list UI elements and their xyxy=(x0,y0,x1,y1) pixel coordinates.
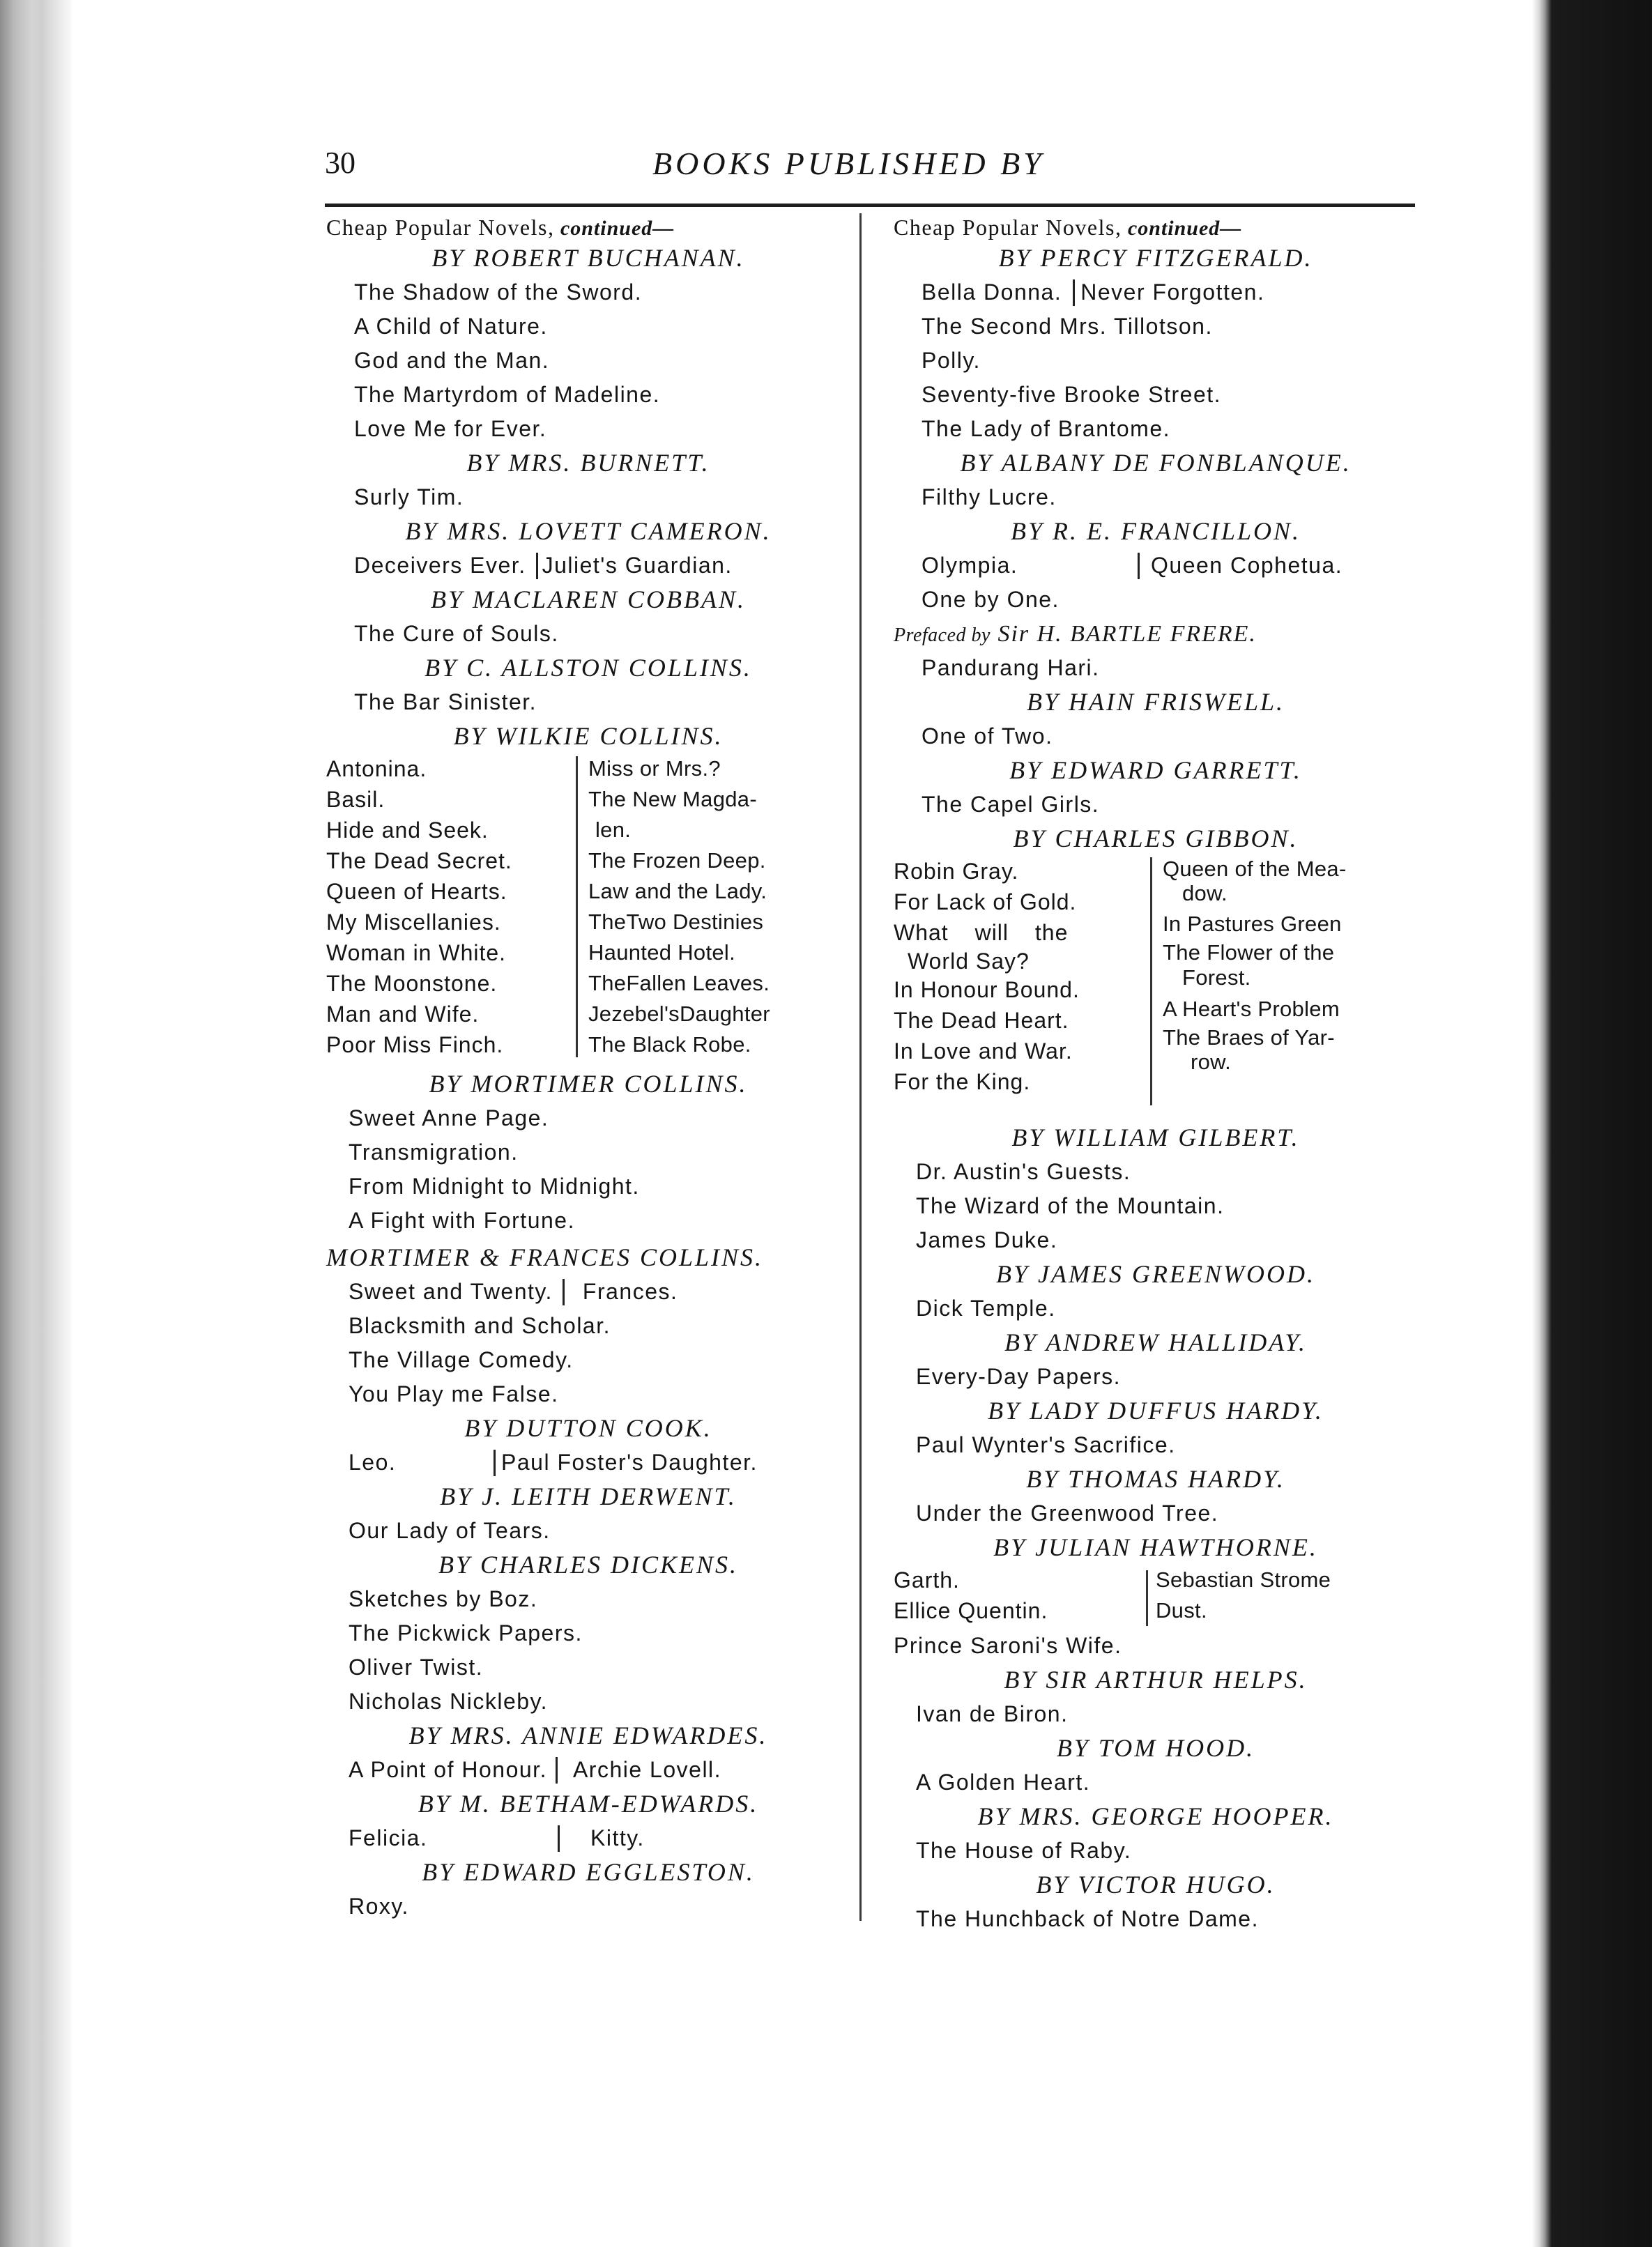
book-title: Law and the Lady. xyxy=(588,879,767,903)
author-heading: BY MRS. BURNETT. xyxy=(466,449,710,477)
two-column-title-list xyxy=(326,753,850,1067)
book-title: The Shadow of the Sword. xyxy=(354,279,643,305)
author-heading: BY LADY DUFFUS HARDY. xyxy=(988,1397,1324,1425)
book-title: TheTwo Destinies xyxy=(588,910,764,934)
title-list-divider xyxy=(1146,1570,1148,1626)
title-separator xyxy=(563,1279,565,1305)
book-spine-right-edge xyxy=(1532,0,1652,2247)
book-title: The Village Comedy. xyxy=(349,1347,574,1372)
book-title: Frances. xyxy=(582,1279,678,1304)
book-title: Filthy Lucre. xyxy=(921,484,1057,509)
title-separator xyxy=(1138,553,1140,579)
book-title: Haunted Hotel. xyxy=(588,940,735,965)
author-heading: BY CHARLES GIBBON. xyxy=(1013,825,1299,852)
book-title-pair xyxy=(326,1275,850,1309)
section-title: Cheap Popular Novels, xyxy=(894,215,1122,240)
book-title: Nicholas Nickleby. xyxy=(349,1689,549,1714)
author-heading xyxy=(894,617,1418,651)
book-title-pair xyxy=(326,1821,850,1855)
book-title: What will the xyxy=(894,920,1069,945)
book-title: One by One. xyxy=(921,587,1060,612)
book-title: Hide and Seek. xyxy=(326,818,489,843)
page-number: 30 xyxy=(325,146,355,180)
author-heading: BY J. LEITH DERWENT. xyxy=(440,1482,737,1510)
book-title: len. xyxy=(595,818,632,842)
book-title: The Frozen Deep. xyxy=(588,848,766,873)
book-title: A Heart's Problem xyxy=(1163,997,1340,1021)
book-title: Never Forgotten. xyxy=(1080,279,1265,305)
section-continued: continued— xyxy=(560,217,675,240)
author-heading: BY HAIN FRISWELL. xyxy=(1027,688,1285,716)
title-separator xyxy=(558,1825,560,1852)
book-title: The Dead Secret. xyxy=(326,848,512,873)
book-title: Polly. xyxy=(921,348,981,373)
author-heading: BY MACLAREN COBBAN. xyxy=(431,585,746,613)
book-title: Queen Cophetua. xyxy=(1151,553,1343,578)
book-title: A Child of Nature. xyxy=(354,314,548,339)
author-heading: BY SIR ARTHUR HELPS. xyxy=(1004,1666,1308,1694)
author-heading: BY VICTOR HUGO. xyxy=(1036,1871,1276,1899)
author-heading: MORTIMER & FRANCES COLLINS. xyxy=(326,1243,763,1271)
preface-label: Prefaced by xyxy=(894,624,991,646)
book-title: Kitty. xyxy=(590,1825,645,1850)
book-title: One of Two. xyxy=(921,723,1053,749)
book-title: Queen of the Mea- xyxy=(1163,857,1347,881)
book-title: dow. xyxy=(1182,881,1227,905)
title-list-divider xyxy=(1150,857,1152,1105)
book-title: Seventy-five Brooke Street. xyxy=(921,382,1222,407)
book-title: The House of Raby. xyxy=(916,1838,1132,1863)
book-title: In Love and War. xyxy=(894,1038,1073,1064)
book-title: Blacksmith and Scholar. xyxy=(349,1313,611,1338)
book-title: The Bar Sinister. xyxy=(354,689,537,714)
author-heading: BY JULIAN HAWTHORNE. xyxy=(993,1533,1318,1561)
book-title: The Flower of the xyxy=(1163,940,1335,965)
book-title: Dick Temple. xyxy=(916,1296,1056,1321)
book-title: Oliver Twist. xyxy=(349,1655,484,1680)
book-title: The Braes of Yar- xyxy=(1163,1025,1335,1050)
title-list-divider xyxy=(576,756,578,1057)
author-heading: BY JAMES GREENWOOD. xyxy=(996,1260,1315,1288)
book-title: The Wizard of the Mountain. xyxy=(916,1193,1225,1218)
book-title-pair xyxy=(326,1753,850,1787)
book-title: Sketches by Boz. xyxy=(349,1586,538,1611)
section-heading xyxy=(894,209,1418,241)
book-title: The Second Mrs. Tillotson. xyxy=(921,314,1213,339)
book-title: TheFallen Leaves. xyxy=(588,971,770,995)
book-title: A Point of Honour. xyxy=(349,1757,547,1782)
book-title-pair xyxy=(894,549,1418,583)
book-title: For the King. xyxy=(894,1069,1031,1094)
book-title: Transmigration. xyxy=(349,1140,519,1165)
book-title: Juliet's Guardian. xyxy=(542,553,733,578)
book-title-pair xyxy=(894,275,1418,309)
book-title: In Honour Bound. xyxy=(894,977,1080,1002)
book-title: Antonina. xyxy=(326,756,427,781)
book-title: For Lack of Gold. xyxy=(894,889,1077,914)
book-title: Miss or Mrs.? xyxy=(588,756,721,781)
two-column-title-list xyxy=(894,1565,1418,1629)
author-heading: BY ANDREW HALLIDAY. xyxy=(1004,1328,1308,1356)
book-title: Sweet Anne Page. xyxy=(349,1105,549,1130)
book-title: Woman in White. xyxy=(326,940,507,965)
book-title: The Black Robe. xyxy=(588,1032,751,1057)
book-title: Under the Greenwood Tree. xyxy=(916,1501,1219,1526)
author-heading: BY M. BETHAM-EDWARDS. xyxy=(418,1790,759,1818)
book-title: World Say? xyxy=(908,949,1030,974)
book-title: Leo. xyxy=(349,1450,397,1475)
author-heading: BY MRS. LOVETT CAMERON. xyxy=(405,517,772,545)
section-continued: continued— xyxy=(1127,217,1242,240)
book-title: Ivan de Biron. xyxy=(916,1701,1069,1726)
title-separator xyxy=(1073,279,1075,306)
author-heading: BY MORTIMER COLLINS. xyxy=(429,1070,748,1098)
author-heading: BY TOM HOOD. xyxy=(1056,1734,1255,1762)
book-title: row. xyxy=(1191,1050,1232,1074)
book-title: Paul Wynter's Sacrifice. xyxy=(916,1432,1176,1457)
title-separator xyxy=(556,1757,558,1784)
book-title: Sweet and Twenty. xyxy=(349,1279,553,1304)
book-title: Basil. xyxy=(326,787,385,812)
title-separator xyxy=(536,553,538,579)
author-heading: BY DUTTON COOK. xyxy=(464,1414,712,1442)
book-title-pair xyxy=(326,1445,850,1480)
book-title: The Martyrdom of Madeline. xyxy=(354,382,661,407)
book-title-pair xyxy=(326,549,850,583)
book-title: Olympia. xyxy=(921,553,1018,578)
left-column xyxy=(326,209,850,1924)
book-title: My Miscellanies. xyxy=(326,910,501,935)
book-title: The Dead Heart. xyxy=(894,1008,1069,1033)
book-title: Dr. Austin's Guests. xyxy=(916,1159,1131,1184)
book-title: You Play me False. xyxy=(349,1381,559,1406)
author-heading: BY PERCY FITZGERALD. xyxy=(998,244,1313,272)
book-title: Felicia. xyxy=(349,1825,428,1850)
book-title: Deceivers Ever. xyxy=(354,553,526,578)
book-title: Ellice Quentin. xyxy=(894,1598,1048,1623)
book-title: The Moonstone. xyxy=(326,971,498,996)
book-title: Paul Foster's Daughter. xyxy=(501,1450,758,1475)
book-title: Poor Miss Finch. xyxy=(326,1032,504,1057)
book-title: Prince Saroni's Wife. xyxy=(894,1633,1122,1658)
section-title: Cheap Popular Novels, xyxy=(326,215,555,240)
book-title: God and the Man. xyxy=(354,348,550,373)
book-title: Robin Gray. xyxy=(894,859,1019,884)
column-divider xyxy=(859,213,862,1921)
book-title: Our Lady of Tears. xyxy=(349,1518,551,1543)
author-heading: BY WILLIAM GILBERT. xyxy=(1011,1124,1300,1151)
author-heading: BY C. ALLSTON COLLINS. xyxy=(425,654,752,682)
book-title: James Duke. xyxy=(916,1227,1058,1252)
book-title: Jezebel'sDaughter xyxy=(588,1002,770,1026)
header-rule xyxy=(325,204,1415,207)
running-title: BOOKS PUBLISHED BY xyxy=(652,146,1045,181)
book-title: The Hunchback of Notre Dame. xyxy=(916,1906,1259,1931)
book-title: In Pastures Green xyxy=(1163,912,1342,936)
preface-author: Sir H. BARTLE FRERE. xyxy=(997,621,1257,647)
author-heading: BY THOMAS HARDY. xyxy=(1026,1465,1285,1493)
book-title: Queen of Hearts. xyxy=(326,879,507,904)
book-spine-left-edge xyxy=(0,0,72,2247)
author-heading: BY R. E. FRANCILLON. xyxy=(1010,517,1301,545)
book-title: Man and Wife. xyxy=(326,1002,480,1027)
author-heading: BY EDWARD GARRETT. xyxy=(1009,756,1302,784)
two-column-title-list xyxy=(894,856,1418,1121)
book-title: The Lady of Brantome. xyxy=(921,416,1171,441)
book-title: A Golden Heart. xyxy=(916,1770,1091,1795)
book-title: Archie Lovell. xyxy=(572,1757,722,1782)
author-heading: BY ROBERT BUCHANAN. xyxy=(431,244,745,272)
author-heading: BY MRS. ANNIE EDWARDES. xyxy=(408,1721,768,1749)
book-title: Dust. xyxy=(1156,1598,1207,1623)
author-heading: BY ALBANY DE FONBLANQUE. xyxy=(960,449,1352,477)
book-title: Love Me for Ever. xyxy=(354,416,547,441)
book-title: The Capel Girls. xyxy=(921,792,1100,817)
book-title: Forest. xyxy=(1182,965,1251,990)
book-title: Sebastian Strome xyxy=(1156,1567,1331,1592)
author-heading: BY CHARLES DICKENS. xyxy=(438,1551,739,1579)
book-title: Pandurang Hari. xyxy=(921,655,1100,680)
book-title: From Midnight to Midnight. xyxy=(349,1174,640,1199)
book-title: Surly Tim. xyxy=(354,484,464,509)
author-heading: BY MRS. GEORGE HOOPER. xyxy=(977,1802,1334,1830)
section-heading xyxy=(326,209,850,241)
book-title: Roxy. xyxy=(349,1894,409,1919)
book-title: A Fight with Fortune. xyxy=(349,1208,575,1233)
book-title: The Pickwick Papers. xyxy=(349,1620,583,1646)
right-column xyxy=(894,209,1418,1936)
book-title: Garth. xyxy=(894,1567,960,1593)
author-heading: BY WILKIE COLLINS. xyxy=(453,722,724,750)
book-title: Every-Day Papers. xyxy=(916,1364,1122,1389)
title-separator xyxy=(494,1450,496,1476)
author-heading: BY EDWARD EGGLESTON. xyxy=(422,1858,755,1886)
book-title: The Cure of Souls. xyxy=(354,621,559,646)
book-title: The New Magda- xyxy=(588,787,757,811)
book-title: Bella Donna. xyxy=(921,279,1062,305)
